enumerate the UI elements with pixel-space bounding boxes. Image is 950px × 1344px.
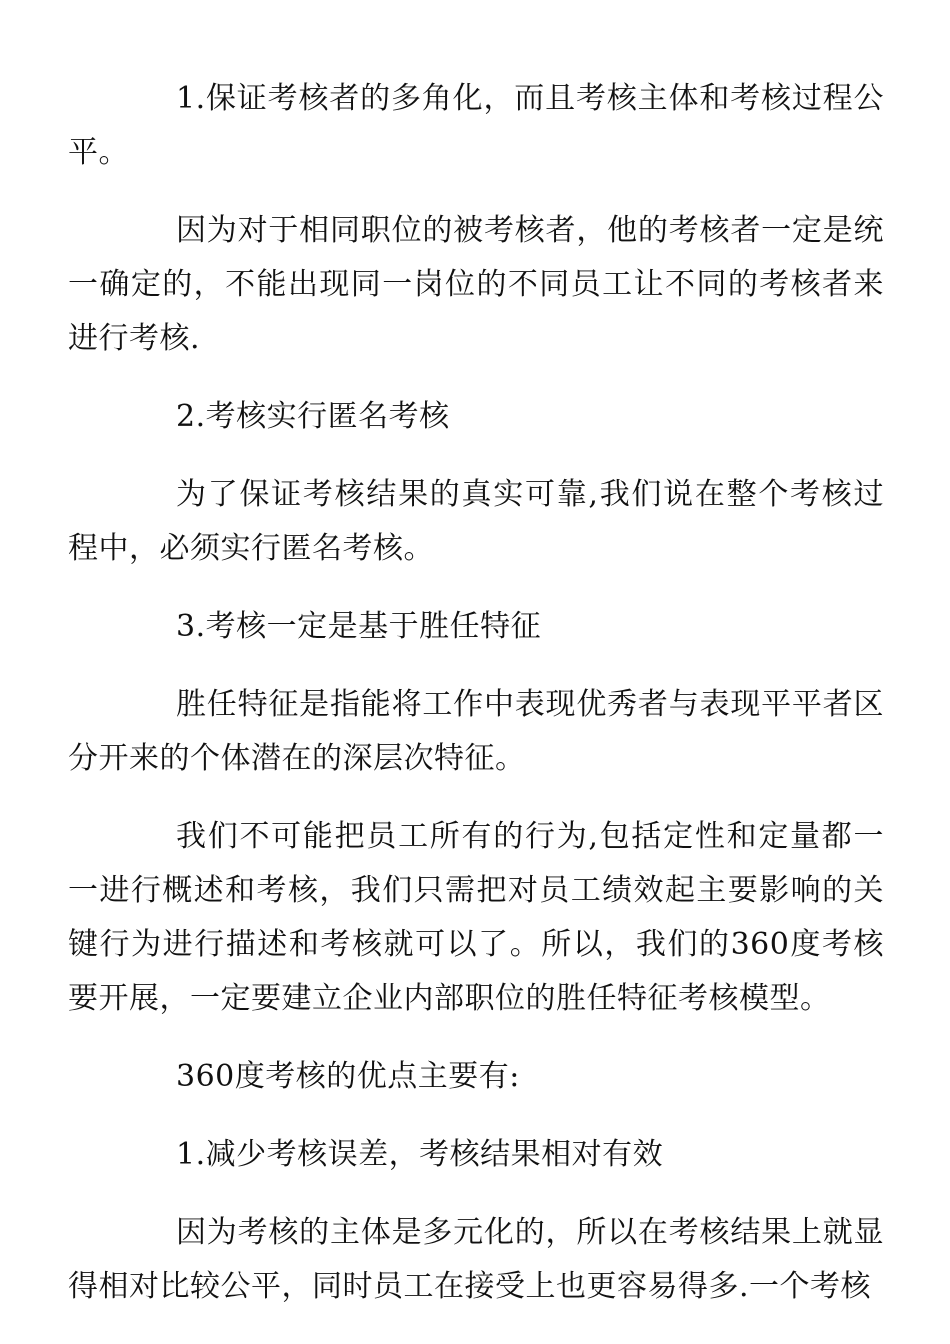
heading-point-2: 2.考核实行匿名考核 xyxy=(176,399,450,434)
paragraph-competency-definition: 胜任特征是指能将工作中表现优秀者与表现平平者区分开来的个体潜在的深层次特征。 xyxy=(68,687,884,776)
heading-advantages: 360度考核的优点主要有: xyxy=(176,1059,520,1094)
paragraph-evaluator-consistency: 因为对于相同职位的被考核者，他的考核者一定是统一确定的，不能出现同一岗位的不同员工让不同的考核者来进行考核. xyxy=(68,213,884,356)
paragraph-key-behaviors: 我们不可能把员工所有的行为,包括定性和定量都一一进行概述和考核，我们只需把对员工绩效起主要影响的关键行为进行描述和考核就可以了。所以，我们的360度考核要开展，一定要建立企业内部职位的胜任特征考核模型。 xyxy=(68,819,884,1016)
heading-point-1: 1.保证考核者的多角化，而且考核主体和考核过程公平。 xyxy=(68,81,884,170)
heading-point-3: 3.考核一定是基于胜任特征 xyxy=(176,609,542,644)
paragraph-anonymous-evaluation: 为了保证考核结果的真实可靠,我们说在整个考核过程中，必须实行匿名考核。 xyxy=(68,477,884,566)
document-body xyxy=(68,72,884,1338)
paragraph-advantage-detail: 因为考核的主体是多元化的，所以在考核结果上就显得相对比较公平，同时员工在接受上也更容易得多.一个考核 xyxy=(68,1215,884,1304)
heading-advantage-1: 1.减少考核误差，考核结果相对有效 xyxy=(176,1137,664,1172)
